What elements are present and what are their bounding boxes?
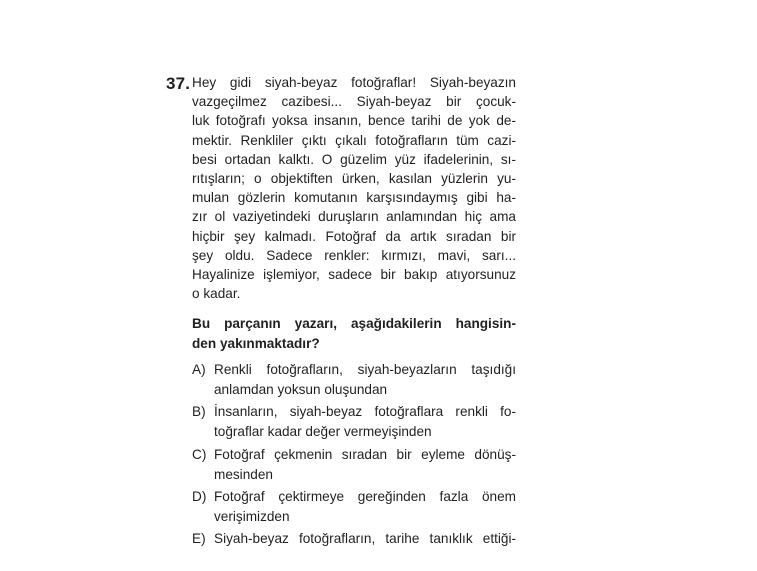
- question-body: [192, 73, 516, 547]
- option-line: Fotoğraf çektirmeye gereğinden fazla önem: [214, 488, 516, 504]
- option-label: C): [192, 446, 207, 462]
- option-text: [214, 402, 516, 442]
- option-b[interactable]: [192, 402, 516, 444]
- option-text: [214, 487, 516, 527]
- passage-line: vazgeçilmez cazibesi... Siyah-beyaz bir çocuk-: [192, 94, 516, 110]
- passage-line: mektir. Renkliler çıktı çıkalı fotoğrafların tüm cazi-: [192, 132, 516, 148]
- passage-line: hiçbir şey kalmadı. Fotoğraf da artık sıradan bir: [192, 228, 516, 244]
- option-label: A): [192, 362, 206, 377]
- option-e[interactable]: [192, 529, 516, 571]
- passage: [192, 73, 516, 303]
- option-d[interactable]: [192, 487, 516, 529]
- passage-line: zır ol vaziyetindeki duruşların anlamından hiç ama: [192, 209, 516, 225]
- answer-options: [192, 360, 516, 571]
- passage-line: Hayalinize işlemiyor, sadece bir bakıp atıyorsunuz: [192, 266, 516, 282]
- option-a[interactable]: [192, 360, 516, 402]
- option-line: Siyah-beyaz fotoğrafların, tarihe tanıklık ettiği-: [214, 531, 516, 547]
- option-label: E): [192, 531, 206, 547]
- passage-line: luk fotoğrafı yoksa insanın, bence tarihi de yok de-: [192, 113, 516, 129]
- question-number: 37.: [166, 74, 191, 93]
- passage-line: o kadar.: [192, 286, 241, 302]
- stem-line: Bu parçanın yazarı, aşağıdakilerin hangisin-: [192, 316, 516, 331]
- passage-line: Hey gidi siyah-beyaz fotoğraflar! Siyah-beyazın: [192, 75, 516, 90]
- option-line: anlamdan yoksun oluşundan: [214, 382, 388, 397]
- passage-line: rıtışların; o objektiften ürken, kasılan yüzlerin yu-: [192, 170, 516, 186]
- passage-line: mulan gözlerin komutanın karşısındaymış gibi ha-: [192, 190, 516, 206]
- option-line: toğraflar kadar değer vermeyişinden: [214, 424, 432, 440]
- option-text: [214, 445, 516, 485]
- question-stem: [192, 314, 516, 354]
- option-label: D): [192, 488, 207, 504]
- option-line: verişimizden: [214, 508, 290, 524]
- stem-line: den yakınmaktadır?: [192, 336, 320, 351]
- option-line: Renkli fotoğrafların, siyah-beyazların taşıdığı: [214, 362, 516, 377]
- option-line: İnsanların, siyah-beyaz fotoğraflara renkli fo-: [214, 404, 516, 420]
- option-c[interactable]: [192, 445, 516, 487]
- option-label: B): [192, 404, 206, 420]
- passage-line: besi ortadan kalktı. O güzelim yüz ifadelerinin, sı-: [192, 151, 516, 167]
- option-text: [214, 529, 516, 549]
- option-line: Fotoğraf çekmenin sıradan bir eyleme dönüş-: [214, 446, 516, 462]
- passage-line: şey oldu. Sadece renkler: kırmızı, mavi, sarı...: [192, 247, 516, 263]
- option-line: mesinden: [214, 466, 273, 482]
- option-text: [214, 360, 516, 400]
